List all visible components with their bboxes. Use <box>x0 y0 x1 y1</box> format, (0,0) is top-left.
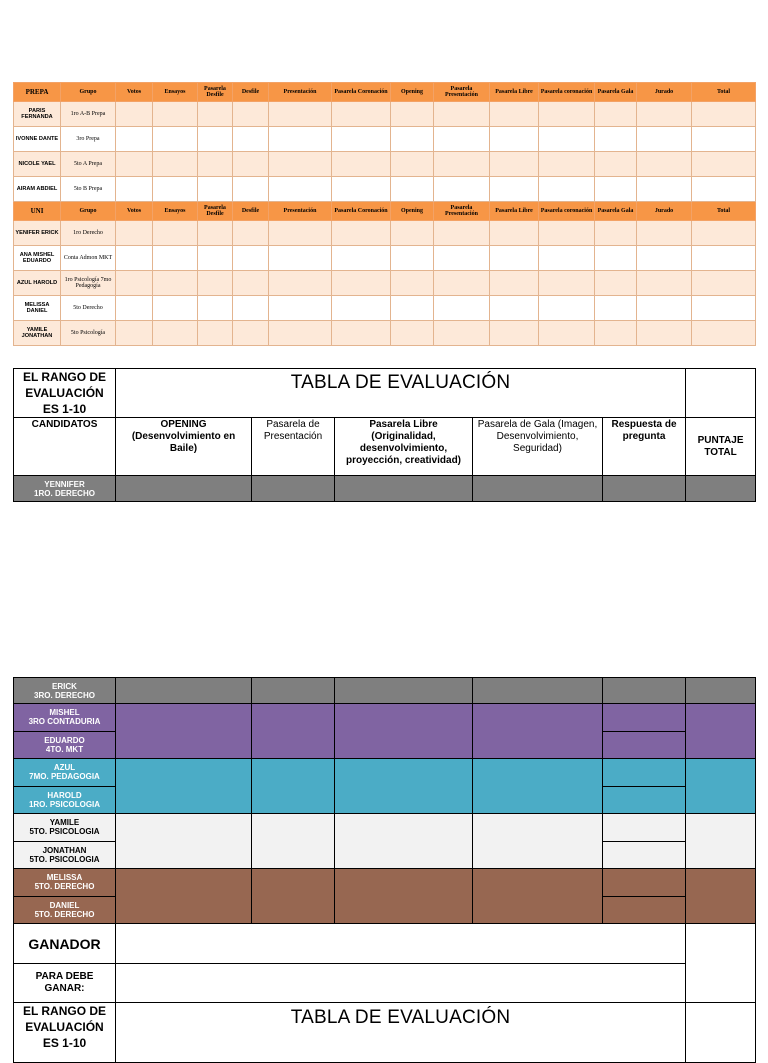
candidate-daniel <box>14 896 116 924</box>
score-cell[interactable] <box>269 321 332 346</box>
score-cell[interactable] <box>391 102 434 127</box>
score-cell[interactable] <box>391 127 434 152</box>
score-cell[interactable] <box>490 296 539 321</box>
score-cell[interactable] <box>233 152 269 177</box>
score-row <box>14 127 756 152</box>
score-cell[interactable] <box>116 869 252 924</box>
score-cell[interactable] <box>603 731 686 759</box>
score-cell[interactable] <box>198 177 233 202</box>
score-cell[interactable] <box>490 152 539 177</box>
score-cell[interactable] <box>603 704 686 732</box>
score-cell[interactable] <box>603 786 686 814</box>
score-cell[interactable] <box>198 127 233 152</box>
contestant-names: PARIS FERNANDA <box>14 102 61 127</box>
candidate-group: 1RO. PSICOLOGIA <box>28 799 101 809</box>
score-cell[interactable] <box>637 271 692 296</box>
candidate-group: 5TO. PSICOLOGIA <box>29 827 100 837</box>
score-cell[interactable] <box>391 271 434 296</box>
candidate-name: DANIEL <box>49 900 80 910</box>
score-header-cell: Desfile <box>233 202 269 221</box>
candidate-group: 3RO. DERECHO <box>34 690 95 700</box>
score-cell[interactable] <box>116 759 252 814</box>
score-cell[interactable] <box>116 152 153 177</box>
candidate-name: MISHEL <box>49 708 80 718</box>
score-cell[interactable] <box>539 221 595 246</box>
score-cell[interactable] <box>233 271 269 296</box>
score-cell[interactable] <box>116 704 252 759</box>
col-opening: OPENING (Desenvolvimiento en Baile) <box>116 418 252 476</box>
score-cell[interactable] <box>233 102 269 127</box>
contestant-group: 5to B Prepa <box>61 177 116 202</box>
score-cell[interactable] <box>153 127 198 152</box>
score-cell[interactable] <box>539 102 595 127</box>
score-cell[interactable] <box>198 221 233 246</box>
score-header-cell: Desfile <box>233 83 269 102</box>
score-cell[interactable] <box>692 102 756 127</box>
score-cell[interactable] <box>595 321 637 346</box>
score-cell[interactable] <box>434 221 490 246</box>
score-cell[interactable] <box>637 152 692 177</box>
score-cell[interactable] <box>692 271 756 296</box>
score-cell[interactable] <box>603 896 686 924</box>
candidate-name: JONATHAN <box>42 845 87 855</box>
score-cell[interactable] <box>335 704 473 759</box>
score-cell[interactable] <box>153 102 198 127</box>
score-cell[interactable] <box>153 321 198 346</box>
candidate-yamile <box>14 814 116 842</box>
score-cell[interactable] <box>153 152 198 177</box>
score-cell[interactable] <box>332 127 391 152</box>
score-cell[interactable] <box>539 296 595 321</box>
score-cell[interactable] <box>603 841 686 869</box>
score-header-cell: Pasarela Gala <box>595 202 637 221</box>
score-cell[interactable] <box>490 177 539 202</box>
contestant-group: 5to A Prepa <box>61 152 116 177</box>
contestant-names: AIRAM ABDIEL <box>14 177 61 202</box>
candidate-name: HAROLD <box>47 790 82 800</box>
score-cell[interactable] <box>391 321 434 346</box>
score-cell[interactable] <box>686 678 756 704</box>
score-header-cell: Pasarela Coronación <box>332 83 391 102</box>
score-header-cell: Pasarela Coronación <box>332 202 391 221</box>
contestant-names: MELISSA DANIEL <box>14 296 61 321</box>
score-cell[interactable] <box>391 152 434 177</box>
score-cell[interactable] <box>434 296 490 321</box>
score-cell[interactable] <box>490 271 539 296</box>
score-row <box>14 321 756 346</box>
score-cell[interactable] <box>153 296 198 321</box>
score-cell[interactable] <box>637 127 692 152</box>
contestant-names: YENIFER ERICK <box>14 221 61 246</box>
score-cell[interactable] <box>116 102 153 127</box>
score-header-cell: Pasarela coronación <box>539 202 595 221</box>
score-cell[interactable] <box>692 296 756 321</box>
score-cell[interactable] <box>332 102 391 127</box>
score-cell[interactable] <box>153 221 198 246</box>
score-cell[interactable] <box>692 127 756 152</box>
score-cell[interactable] <box>332 321 391 346</box>
candidate-yennifer <box>14 476 116 502</box>
score-cell[interactable] <box>198 296 233 321</box>
candidate-name: ERICK <box>52 681 77 691</box>
score-cell[interactable] <box>332 246 391 271</box>
score-cell[interactable] <box>434 127 490 152</box>
score-cell[interactable] <box>637 321 692 346</box>
score-cell[interactable] <box>116 246 153 271</box>
score-cell[interactable] <box>233 296 269 321</box>
score-header-cell: Opening <box>391 83 434 102</box>
score-cell[interactable] <box>637 177 692 202</box>
score-header-cell: Pasarela coronación <box>539 83 595 102</box>
score-cell[interactable] <box>637 102 692 127</box>
score-cell[interactable] <box>332 152 391 177</box>
score-cell[interactable] <box>473 869 603 924</box>
score-cell[interactable] <box>473 678 603 704</box>
score-cell[interactable] <box>434 321 490 346</box>
score-cell[interactable] <box>603 814 686 842</box>
score-cell[interactable] <box>391 177 434 202</box>
score-cell[interactable] <box>603 869 686 897</box>
score-cell[interactable] <box>434 271 490 296</box>
candidate-melissa <box>14 869 116 897</box>
score-cell[interactable] <box>116 296 153 321</box>
score-cell[interactable] <box>603 476 686 502</box>
score-cell[interactable] <box>692 177 756 202</box>
score-cell[interactable] <box>198 321 233 346</box>
para-debe-ganar-value[interactable] <box>116 964 686 1003</box>
score-cell[interactable] <box>252 814 335 869</box>
score-cell[interactable] <box>539 321 595 346</box>
score-row <box>14 102 756 127</box>
score-row <box>14 221 756 246</box>
score-cell[interactable] <box>269 102 332 127</box>
candidate-mishel <box>14 704 116 732</box>
score-header-cell: Pasarela Libre <box>490 202 539 221</box>
score-header-cell: Votos <box>116 83 153 102</box>
score-cell[interactable] <box>198 152 233 177</box>
score-header-cell: UNI <box>14 202 61 221</box>
score-header-cell: Pasarela Gala <box>595 83 637 102</box>
score-cell[interactable] <box>391 296 434 321</box>
score-cell[interactable] <box>116 678 252 704</box>
contestant-names: ANA MISHEL EDUARDO <box>14 246 61 271</box>
score-cell[interactable] <box>233 177 269 202</box>
score-header-cell: Pasarela Presentación <box>434 83 490 102</box>
score-cell[interactable] <box>153 246 198 271</box>
score-cell[interactable] <box>686 704 756 759</box>
score-cell[interactable] <box>637 296 692 321</box>
score-cell[interactable] <box>332 177 391 202</box>
score-cell[interactable] <box>269 246 332 271</box>
score-cell[interactable] <box>637 246 692 271</box>
score-header-cell: Pasarela Presentación <box>434 202 490 221</box>
col-puntaje-total: PUNTAJE TOTAL <box>686 418 756 476</box>
score-cell[interactable] <box>335 814 473 869</box>
score-cell[interactable] <box>637 221 692 246</box>
candidate-group: 1RO. DERECHO <box>34 488 95 498</box>
score-row <box>14 296 756 321</box>
score-cell[interactable] <box>116 321 153 346</box>
candidate-group: 7MO. PEDAGOGIA <box>29 772 100 782</box>
score-cell[interactable] <box>434 177 490 202</box>
ganador-label: GANADOR <box>14 924 116 964</box>
score-header-cell: Jurado <box>637 83 692 102</box>
score-cell[interactable] <box>269 271 332 296</box>
score-cell[interactable] <box>252 476 335 502</box>
evaluation-title: TABLA DE EVALUACIÓN <box>116 369 686 418</box>
score-cell[interactable] <box>595 177 637 202</box>
score-cell[interactable] <box>332 296 391 321</box>
score-cell[interactable] <box>269 296 332 321</box>
col-pasarela-libre: Pasarela Libre (Originalidad, desenvolvimiento, proyección, creatividad) <box>335 418 473 476</box>
score-cell[interactable] <box>473 704 603 759</box>
score-cell[interactable] <box>269 127 332 152</box>
score-header-cell: Grupo <box>61 202 116 221</box>
score-cell[interactable] <box>490 127 539 152</box>
score-cell[interactable] <box>269 152 332 177</box>
score-cell[interactable] <box>595 102 637 127</box>
candidate-group: 3RO CONTADURIA <box>28 717 101 727</box>
score-cell[interactable] <box>198 271 233 296</box>
score-sheet <box>13 82 756 346</box>
score-cell[interactable] <box>595 246 637 271</box>
score-cell[interactable] <box>595 152 637 177</box>
score-cell[interactable] <box>692 221 756 246</box>
score-cell[interactable] <box>473 759 603 814</box>
score-cell[interactable] <box>153 271 198 296</box>
score-cell[interactable] <box>490 321 539 346</box>
title-empty-cell[interactable] <box>686 369 756 418</box>
score-row <box>14 152 756 177</box>
candidate-name: YAMILE <box>49 818 80 828</box>
score-cell[interactable] <box>539 152 595 177</box>
score-cell[interactable] <box>539 127 595 152</box>
title-empty-cell[interactable] <box>686 1003 756 1063</box>
score-cell[interactable] <box>335 476 473 502</box>
score-row <box>14 177 756 202</box>
contestant-names: NICOLE YAEL <box>14 152 61 177</box>
para-debe-ganar-label: PARA DEBE GANAR: <box>14 964 116 1003</box>
candidate-erick <box>14 678 116 704</box>
score-cell[interactable] <box>252 869 335 924</box>
score-header-cell: Pasarela Desfile <box>198 83 233 102</box>
score-cell[interactable] <box>335 869 473 924</box>
score-cell[interactable] <box>335 759 473 814</box>
score-cell[interactable] <box>116 814 252 869</box>
col-respuesta: Respuesta de pregunta <box>603 418 686 476</box>
score-cell[interactable] <box>391 246 434 271</box>
score-cell[interactable] <box>198 102 233 127</box>
evaluation-title-2: TABLA DE EVALUACIÓN <box>116 1003 686 1063</box>
evaluation-range: EL RANGO DE EVALUACIÓN ES 1-10 <box>14 369 116 418</box>
score-cell[interactable] <box>686 759 756 814</box>
candidate-group: 5TO. PSICOLOGIA <box>29 854 100 864</box>
score-cell[interactable] <box>332 221 391 246</box>
score-cell[interactable] <box>603 678 686 704</box>
score-header-cell: Opening <box>391 202 434 221</box>
score-cell[interactable] <box>595 296 637 321</box>
evaluation-table-2 <box>13 677 756 1063</box>
contestant-group: 3ro Prepa <box>61 127 116 152</box>
candidate-name: AZUL <box>53 763 76 773</box>
score-cell[interactable] <box>490 246 539 271</box>
evaluation-range-2: EL RANGO DE EVALUACIÓN ES 1-10 <box>14 1003 116 1063</box>
score-header-cell: Ensayos <box>153 83 198 102</box>
score-cell[interactable] <box>603 759 686 787</box>
score-cell[interactable] <box>595 127 637 152</box>
score-cell[interactable] <box>490 221 539 246</box>
score-cell[interactable] <box>490 102 539 127</box>
score-cell[interactable] <box>686 814 756 869</box>
contestant-names: YAMILE JONATHAN <box>14 321 61 346</box>
candidate-name: EDUARDO <box>44 735 85 745</box>
score-cell[interactable] <box>595 221 637 246</box>
score-cell[interactable] <box>153 177 198 202</box>
contestant-names: IVONNE DANTE <box>14 127 61 152</box>
score-cell[interactable] <box>116 476 252 502</box>
score-header-cell: Pasarela Desfile <box>198 202 233 221</box>
score-cell[interactable] <box>233 321 269 346</box>
score-cell[interactable] <box>233 246 269 271</box>
score-cell[interactable] <box>473 814 603 869</box>
score-cell[interactable] <box>473 476 603 502</box>
score-header-cell: Pasarela Libre <box>490 83 539 102</box>
candidate-jonathan <box>14 841 116 869</box>
evaluation-table-1 <box>13 368 756 502</box>
contestant-group: Conta Admon MKT <box>61 246 116 271</box>
contestant-group: 1ro Psicología 7mo Pedagogía <box>61 271 116 296</box>
col-candidatos: CANDIDATOS <box>14 418 116 476</box>
contestant-group: 1ro Derecho <box>61 221 116 246</box>
score-cell[interactable] <box>252 759 335 814</box>
score-cell[interactable] <box>539 271 595 296</box>
score-cell[interactable] <box>252 704 335 759</box>
ganador-value[interactable] <box>116 924 686 964</box>
contestant-group: 5to Psicología <box>61 321 116 346</box>
candidate-azul <box>14 759 116 787</box>
score-row <box>14 246 756 271</box>
score-cell[interactable] <box>116 127 153 152</box>
score-cell[interactable] <box>233 221 269 246</box>
score-cell[interactable] <box>335 678 473 704</box>
score-cell[interactable] <box>595 271 637 296</box>
score-header-cell: PREPA <box>14 83 61 102</box>
score-cell[interactable] <box>116 221 153 246</box>
score-cell[interactable] <box>539 177 595 202</box>
score-cell[interactable] <box>692 152 756 177</box>
candidate-name: MELISSA <box>46 873 83 883</box>
score-header-cell: Ensayos <box>153 202 198 221</box>
score-cell[interactable] <box>233 127 269 152</box>
candidate-group: 5TO. DERECHO <box>34 882 95 892</box>
score-header-cell: Jurado <box>637 202 692 221</box>
score-header-cell: Total <box>692 202 756 221</box>
score-header-row <box>14 202 756 221</box>
candidate-harold <box>14 786 116 814</box>
ganador-side-cell[interactable] <box>686 924 756 1003</box>
score-cell[interactable] <box>269 177 332 202</box>
score-cell[interactable] <box>269 221 332 246</box>
col-pasarela-gala: Pasarela de Gala (Imagen, Desenvolvimiento, Seguridad) <box>473 418 603 476</box>
score-cell[interactable] <box>686 476 756 502</box>
score-cell[interactable] <box>198 246 233 271</box>
contestant-group: 5to Derecho <box>61 296 116 321</box>
score-cell[interactable] <box>686 869 756 924</box>
score-header-row <box>14 83 756 102</box>
score-cell[interactable] <box>692 246 756 271</box>
score-cell[interactable] <box>116 177 153 202</box>
candidate-eduardo <box>14 731 116 759</box>
contestant-group: 1ro A-B Prepa <box>61 102 116 127</box>
score-cell[interactable] <box>116 271 153 296</box>
score-cell[interactable] <box>692 321 756 346</box>
score-header-cell: Grupo <box>61 83 116 102</box>
score-cell[interactable] <box>434 152 490 177</box>
score-row <box>14 271 756 296</box>
score-header-cell: Total <box>692 83 756 102</box>
candidate-name: YENNIFER <box>44 479 85 489</box>
score-cell[interactable] <box>252 678 335 704</box>
score-cell[interactable] <box>391 221 434 246</box>
candidate-group: 5TO. DERECHO <box>34 909 95 919</box>
contestant-names: AZUL HAROLD <box>14 271 61 296</box>
score-header-cell: Presentación <box>269 202 332 221</box>
score-header-cell: Votos <box>116 202 153 221</box>
score-cell[interactable] <box>434 246 490 271</box>
score-header-cell: Presentación <box>269 83 332 102</box>
candidate-group: 4TO. MKT <box>45 744 84 754</box>
score-cell[interactable] <box>434 102 490 127</box>
score-cell[interactable] <box>539 246 595 271</box>
score-cell[interactable] <box>332 271 391 296</box>
col-pasarela-presentacion: Pasarela de Presentación <box>252 418 335 476</box>
